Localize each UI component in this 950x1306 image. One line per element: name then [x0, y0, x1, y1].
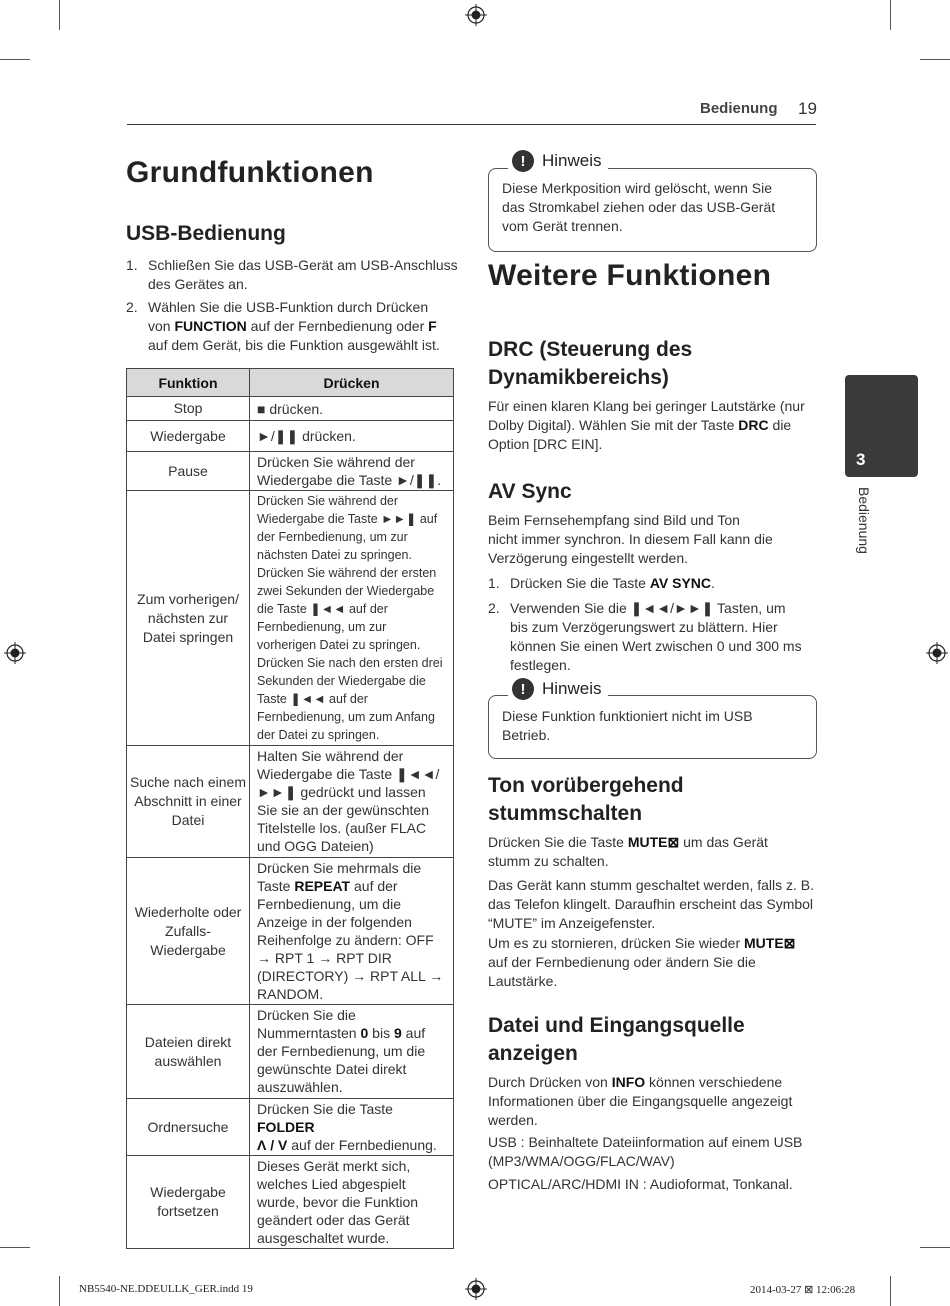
heading-line: DRC (Steuerung des — [488, 338, 693, 361]
registration-mark-icon — [926, 642, 948, 664]
table-cell-function: Wiedergabe fortsetzen — [127, 1156, 250, 1249]
key-repeat: REPEAT — [294, 878, 351, 894]
footer-file: NB5540-NE.DDEULLK_GER.indd 19 — [79, 1283, 253, 1295]
note-line: vom Gerät trennen. — [502, 218, 623, 234]
list-text: . — [711, 575, 715, 591]
list-text: festlegen. — [510, 657, 571, 673]
chapter-number: 3 — [856, 450, 866, 469]
note-line: Diese Merkposition wird gelöscht, wenn Sie — [502, 180, 773, 196]
paragraph-line: USB : Beinhaltete Dateiinformation auf einem USB — [488, 1134, 803, 1150]
table-row — [127, 858, 454, 1005]
paragraph-line: um das Gerät — [679, 834, 768, 850]
paragraph-line: Für einen klaren Klang bei geringer Lautstärke (nur — [488, 398, 805, 414]
header-rule — [127, 124, 816, 125]
list-text: bis zum Verzögerungswert zu blättern. Hier — [510, 619, 778, 635]
key-up-down: Λ / V — [257, 1137, 288, 1153]
table-row — [127, 397, 454, 421]
table-row — [127, 452, 454, 491]
section-heading-usb: USB-Bedienung — [126, 222, 286, 245]
paragraph — [488, 1133, 818, 1171]
crop-mark — [59, 1276, 60, 1306]
key-function: FUNCTION — [174, 318, 247, 334]
section-heading-mute — [488, 772, 684, 828]
table-header-function: Funktion — [127, 369, 250, 397]
key-9: 9 — [393, 1025, 402, 1041]
crop-mark — [890, 0, 891, 30]
table-header-press: Drücken — [250, 369, 454, 397]
list-number: 2. — [126, 299, 138, 315]
paragraph-line: Um es zu stornieren, drücken Sie wieder — [488, 935, 744, 951]
crop-mark — [59, 0, 60, 30]
list-number: 1. — [126, 257, 138, 273]
key-mute: MUTE — [627, 834, 668, 850]
paragraph — [488, 1073, 818, 1130]
table-cell-function: Zum vorherigen/ nächsten zur Datei springen — [127, 491, 250, 746]
paragraph — [488, 876, 818, 933]
note-title — [508, 678, 608, 700]
table-row — [127, 1156, 454, 1249]
paragraph — [488, 511, 818, 568]
note-line: das Stromkabel ziehen oder das USB-Gerät — [502, 199, 776, 215]
heading-line: anzeigen — [488, 1042, 578, 1065]
table-row — [127, 421, 454, 452]
crop-mark — [920, 59, 950, 60]
table-row — [127, 491, 454, 746]
key-drc: DRC — [738, 417, 769, 433]
table-cell-function: Wiederholte oder Zufalls- Wiedergabe — [127, 858, 250, 1005]
paragraph-line: stumm zu schalten. — [488, 853, 609, 869]
list-text: Schließen Sie das USB-Gerät am USB-Anschluss — [148, 257, 458, 273]
paragraph-line: Das Gerät kann stumm geschaltet werden, falls z. B. — [488, 877, 815, 893]
paragraph-line: Lautstärke. — [488, 973, 558, 989]
list-text: Drücken Sie die Taste — [510, 575, 650, 591]
paragraph-line: die — [768, 417, 792, 433]
cell-text: Drücken Sie die Taste — [257, 1101, 393, 1117]
running-header: Bedienung — [700, 100, 778, 117]
paragraph-line: Drücken Sie die Taste — [488, 834, 628, 850]
paragraph-line: Option [DRC EIN]. — [488, 436, 603, 452]
key-folder: FOLDER — [257, 1119, 315, 1135]
paragraph-line: können verschiedene — [645, 1074, 783, 1090]
section-heading-drc — [488, 336, 692, 392]
note-title-text: Hinweis — [542, 679, 602, 698]
exclamation-icon: ! — [512, 150, 534, 172]
footer-timestamp: 2014-03-27 ⊠ 12:06:28 — [750, 1284, 856, 1296]
cell-text: Drücken Sie die Nummerntasten — [257, 1007, 361, 1041]
note-line: Diese Funktion funktioniert nicht im USB — [502, 708, 753, 724]
list-text: von — [148, 318, 175, 334]
cell-text: auf der Fernbedienung, um die Anzeige in der folgenden Reihenfolge zu ändern: OFF → RPT 1 → RPT DIR (DIRECTORY) → RPT ALL → RANDOM. — [257, 878, 444, 1002]
table-cell-action: Dieses Gerät merkt sich, welches Lied abgespielt wurde, bevor die Funktion geändert oder das Gerät ausgeschaltet wurde. — [250, 1156, 454, 1249]
chapter-label: Bedienung — [856, 487, 872, 554]
heading-line: Dynamikbereichs) — [488, 366, 669, 389]
heading-line: Datei und Eingangsquelle — [488, 1014, 745, 1037]
table-row — [127, 746, 454, 858]
note-title-text: Hinweis — [542, 151, 602, 170]
table-cell-function: Suche nach einem Abschnitt in einer Datei — [127, 746, 250, 858]
table-cell-action — [250, 1005, 454, 1099]
paragraph-line: werden. — [488, 1112, 538, 1128]
crop-mark — [920, 1247, 950, 1248]
heading-line: stummschalten — [488, 802, 643, 825]
paragraph-line: “MUTE” im Anzeigefenster. — [488, 915, 656, 931]
crop-mark — [0, 59, 30, 60]
crop-mark — [890, 1276, 891, 1306]
list-text: des Gerätes an. — [148, 276, 248, 292]
paragraph-line: Durch Drücken von — [488, 1074, 612, 1090]
cell-text: Drücken Sie mehrmals die Taste — [257, 860, 422, 894]
list-text: auf dem Gerät, bis die Funktion ausgewählt ist. — [148, 337, 440, 353]
table-cell-function: Wiedergabe — [127, 421, 250, 452]
heading-line: Ton vorübergehend — [488, 774, 684, 797]
table-cell-action: Drücken Sie während der Wiedergabe die Taste ►►❚ auf der Fernbedienung, um zur nächsten Datei zu springen. Drücken Sie während der ersten zwei Sekunden der Wiedergabe die Taste ❚◄◄ auf der Fernbedienung, um zur vorherigen Datei zu springen. Drücken Sie nach den ersten drei Sekunden der Wiedergabe die Taste ❚◄◄ auf der Fernbedienung, um zum Anfang der Datei zu springen. — [250, 491, 454, 746]
table-cell-action — [250, 858, 454, 1005]
list-text: können Sie einen Wert zwischen 0 und 300 ms — [510, 638, 802, 654]
registration-mark-icon — [4, 642, 26, 664]
cell-text: auf der Fernbedienung, um die gewünschte Datei direkt auszuwählen. — [257, 1025, 426, 1095]
cell-text: bis — [368, 1025, 394, 1041]
paragraph — [488, 934, 818, 991]
table-cell-action: ■ drücken. — [250, 397, 454, 421]
paragraph-line: (MP3/WMA/OGG/FLAC/WAV) — [488, 1153, 675, 1169]
table-cell-function: Ordnersuche — [127, 1099, 250, 1156]
list-number: 1. — [488, 575, 500, 591]
paragraph-line: Verzögerung eingestellt werden. — [488, 550, 689, 566]
paragraph: OPTICAL/ARC/HDMI IN : Audioformat, Tonkanal. — [488, 1176, 793, 1192]
note-text — [502, 179, 802, 236]
paragraph — [488, 833, 818, 871]
paragraph-line: auf der Fernbedienung oder ändern Sie die — [488, 954, 756, 970]
mute-icon: ⊠ — [667, 834, 680, 850]
mute-icon: ⊠ — [783, 935, 796, 951]
table-cell-action: Drücken Sie während der Wiedergabe die Taste ►/❚❚. — [250, 452, 454, 491]
table-row — [127, 1005, 454, 1099]
note-line: Betrieb. — [502, 727, 551, 743]
table-cell-action — [250, 1099, 454, 1156]
page-title: Grundfunktionen — [126, 156, 374, 189]
function-table — [126, 368, 454, 1249]
registration-mark-icon — [465, 4, 487, 26]
paragraph-line: Dolby Digital). Wählen Sie mit der Taste — [488, 417, 739, 433]
key-f: F — [428, 318, 437, 334]
list-text: Wählen Sie die USB-Funktion durch Drücken — [148, 299, 429, 315]
list-number: 2. — [488, 600, 500, 616]
paragraph-line: das Telefon klingelt. Daraufhin erscheint das Symbol — [488, 896, 814, 912]
key-0: 0 — [360, 1025, 369, 1041]
list-text: Verwenden Sie die ❚◄◄/►►❚ Tasten, um — [510, 600, 786, 616]
table-cell-function: Dateien direkt auswählen — [127, 1005, 250, 1099]
crop-mark — [0, 1247, 30, 1248]
registration-mark-icon — [465, 1278, 487, 1300]
note-text — [502, 707, 802, 745]
note-title — [508, 150, 608, 172]
exclamation-icon: ! — [512, 678, 534, 700]
table-row — [127, 1099, 454, 1156]
section-heading-info — [488, 1012, 745, 1068]
table-cell-action: Halten Sie während der Wiedergabe die Taste ❚◄◄/ ►►❚ gedrückt und lassen Sie sie an der gewünschten Titelstelle los. (außer FLAC und OGG Dateien) — [250, 746, 454, 858]
key-mute: MUTE — [744, 935, 784, 951]
cell-text: auf der Fernbedienung. — [287, 1137, 437, 1153]
key-info: INFO — [611, 1074, 646, 1090]
section-heading-av-sync: AV Sync — [488, 480, 572, 503]
key-av-sync: AV SYNC — [649, 575, 712, 591]
table-cell-function: Stop — [127, 397, 250, 421]
paragraph — [488, 397, 818, 454]
paragraph-line: nicht immer synchron. In diesem Fall kann die — [488, 531, 773, 547]
list-text: auf der Fernbedienung oder — [246, 318, 429, 334]
page-number: 19 — [798, 99, 817, 118]
paragraph-line: Informationen über die Eingangsquelle angezeigt — [488, 1093, 793, 1109]
section-title: Weitere Funktionen — [488, 259, 772, 292]
table-cell-function: Pause — [127, 452, 250, 491]
table-cell-action: ►/❚❚ drücken. — [250, 421, 454, 452]
paragraph-line: Beim Fernsehempfang sind Bild und Ton — [488, 512, 740, 528]
